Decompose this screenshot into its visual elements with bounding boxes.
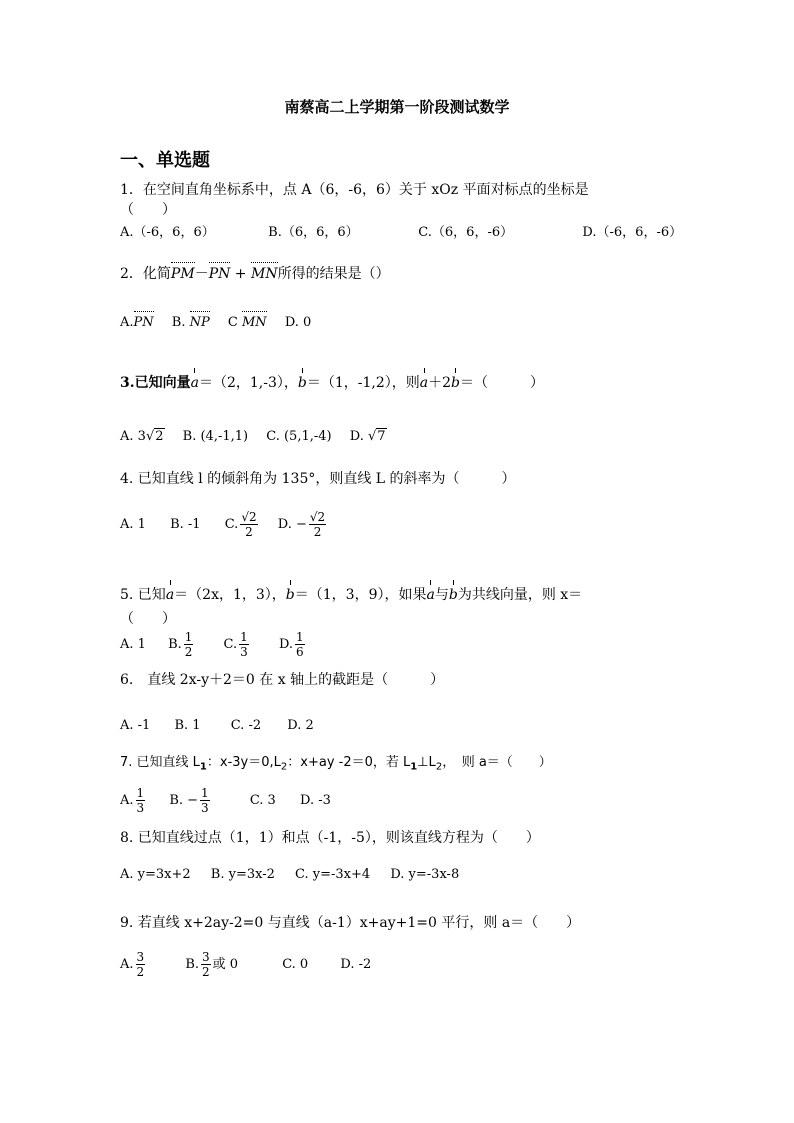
option-d: D. 0 (284, 315, 312, 330)
radicand: 2 (248, 510, 257, 524)
question-1-paren: （ ） (120, 202, 176, 218)
denominator: 2 (202, 965, 210, 979)
q5-prefix: 5. 已知 (120, 587, 166, 603)
option-b: B. (4,-1,1) (182, 429, 249, 444)
option-c: C. y=-3x+4 (295, 867, 371, 882)
numerator: √2 (241, 510, 257, 524)
question-6-options (120, 717, 328, 735)
fraction (200, 786, 210, 815)
option-c: C. 0 (282, 957, 309, 972)
subscript: 1 (199, 761, 207, 773)
denominator: 2 (136, 965, 145, 979)
q2-minus: － (194, 266, 209, 282)
question-1-text: 1．在空间直角坐标系中，点 A（6，-6，6）关于 xOz 平面对标点的坐标是 (120, 182, 589, 198)
question-8-options (120, 866, 473, 884)
question-3-options (120, 428, 401, 446)
q3-prefix: 3.已知向量 (120, 375, 191, 391)
option-d (279, 630, 307, 659)
q2-prefix: 2．化简 (120, 266, 171, 282)
vector-b: b (285, 587, 295, 603)
option-c (224, 630, 251, 659)
question-5-paren: （ ） (120, 611, 176, 627)
option-b-label: B. (171, 315, 186, 330)
denominator: 2 (245, 525, 253, 539)
fraction (136, 950, 146, 979)
q3-eq2: ＝（1，-1,2），则 (306, 375, 420, 391)
q3-eq1: ＝（2，1,-3）， (198, 375, 298, 391)
option-a-label: A. (120, 315, 134, 330)
vector-pn: PN (208, 266, 231, 282)
option-a-label: A. (120, 957, 134, 972)
q3-tail: ＝（ ） (460, 375, 545, 391)
question-9-options (120, 950, 385, 979)
option-a-label: A. (120, 793, 134, 808)
fraction (309, 510, 326, 539)
fraction (240, 510, 257, 539)
question-5-text (120, 586, 582, 604)
vector-b: b (297, 375, 307, 391)
question-3-text (120, 374, 544, 392)
option-a: A. 1 (120, 637, 146, 652)
numerator: 3 (136, 950, 145, 964)
q5-eq2: ＝（1，3，9），如果 (294, 587, 427, 603)
option-c: C. (5,1,-4) (266, 429, 332, 444)
radicand: 2 (317, 510, 326, 524)
fraction (136, 786, 146, 815)
numerator: 1 (296, 630, 304, 644)
q7-mid1: ：x-3y＝0,L (206, 755, 281, 770)
q5-with: 与 (434, 587, 449, 603)
vector-mn: MN (251, 266, 278, 282)
question-8-text: 8. 已知直线过点（1，1）和点（-1，-5），则该直线方程为（ ） (120, 830, 540, 846)
vector-b-2: b (448, 587, 458, 603)
option-b (185, 950, 238, 979)
question-7-text (120, 754, 552, 777)
numerator: 1 (136, 786, 145, 800)
option-b (168, 630, 195, 659)
option-c-label: C. (223, 637, 238, 652)
option-d: D.（-6，6，-6） (582, 225, 683, 240)
option-d: D. -2 (340, 957, 372, 972)
q7-perp: ⊥L (417, 755, 436, 770)
option-c-label: C. (224, 517, 239, 532)
question-2-options (120, 314, 325, 332)
option-d: D. 2 (287, 718, 314, 733)
vector-a-2: a (426, 587, 435, 603)
option-b-label: B. − (169, 793, 199, 808)
q3-plus: ＋2 (428, 375, 452, 391)
radicand: 7 (377, 429, 386, 444)
q7-pre: 7. 已知直线 L (120, 755, 200, 770)
q7-mid2: ：x+ay -2＝0，若 L (287, 755, 411, 770)
fraction (184, 630, 194, 659)
option-b (169, 786, 211, 815)
fraction (239, 630, 249, 659)
option-d-label: D. (278, 637, 294, 652)
option-a: A.（-6，6，6） (120, 225, 215, 240)
option-c-vector: MN (241, 315, 267, 330)
denominator: 3 (201, 801, 209, 815)
option-c: C. -2 (230, 718, 262, 733)
numerator: 1 (184, 630, 193, 644)
numerator: 3 (202, 950, 210, 964)
option-b: B. -1 (170, 517, 201, 532)
option-c (225, 510, 260, 539)
option-d: D. -3 (299, 793, 331, 808)
q5-eq1: ＝（2x，1，3）， (174, 587, 286, 603)
option-a-label: A. 3 (120, 429, 146, 444)
vector-b-2: b (451, 375, 461, 391)
option-a (120, 786, 147, 815)
sqrt-symbol: √2 (145, 429, 164, 444)
q7-tail: ， 则 a＝（ ） (442, 755, 552, 770)
denominator: 3 (240, 645, 248, 659)
denominator: 3 (136, 801, 145, 815)
q2-suffix: 所得的结果是（） (277, 266, 390, 282)
option-d-label: D. (349, 429, 364, 444)
option-d (350, 428, 387, 446)
option-b: B. y=3x-2 (210, 867, 275, 882)
option-c (228, 314, 267, 332)
option-b-label: B. (185, 957, 199, 972)
fraction (295, 630, 305, 659)
option-a (120, 428, 165, 446)
denominator: 2 (184, 645, 193, 659)
option-a (120, 314, 154, 332)
subscript: 2 (435, 761, 443, 773)
option-c-label: C (227, 315, 238, 330)
option-a (120, 950, 147, 979)
option-b-tail: 或 0 (212, 957, 239, 972)
option-a: A. 1 (120, 517, 146, 532)
fraction (201, 950, 211, 979)
vector-a: a (190, 375, 199, 391)
q5-tail: 为共线向量，则 x＝ (457, 587, 583, 603)
radicand: 2 (155, 429, 164, 444)
page-title: 南蔡高二上学期第一阶段测试数学 (284, 98, 510, 116)
question-4-text: 4. 已知直线 l 的倾斜角为 135°，则直线 L 的斜率为（ ） (120, 471, 516, 487)
denominator: 6 (296, 645, 304, 659)
question-1-options (120, 224, 696, 242)
sqrt-symbol: √7 (367, 429, 386, 444)
option-b (172, 314, 210, 332)
numerator: 1 (201, 786, 209, 800)
subscript: 1 (410, 761, 418, 773)
question-5-options (120, 630, 321, 659)
option-b-label: B. (168, 637, 182, 652)
numerator: √2 (309, 510, 326, 524)
option-c: C. 3 (249, 793, 276, 808)
vector-pm: PM (170, 266, 195, 282)
option-c: C.（6，6，-6） (418, 225, 514, 240)
vector-a: a (165, 587, 175, 603)
option-d (278, 510, 328, 539)
numerator: 1 (240, 630, 248, 644)
option-d-label: D. − (277, 517, 307, 532)
question-9-text: 9. 若直线 x+2ay-2=0 与直线（a-1）x+ay+1=0 平行，则 a＝（ ） (120, 915, 581, 931)
option-a: A. -1 (120, 718, 151, 733)
question-2-text (120, 265, 390, 283)
option-b: B.（6，6，6） (268, 225, 359, 240)
question-6-text: 6. 直线 2x-y＋2＝0 在 x 轴上的截距是（ ） (120, 672, 445, 688)
question-7-options (120, 786, 345, 815)
option-a-vector: PN (133, 315, 154, 330)
question-4-options (120, 510, 342, 539)
section-heading: 一、单选题 (120, 150, 210, 171)
option-b: B. 1 (174, 718, 201, 733)
option-d: D. y=-3x-8 (390, 867, 460, 882)
denominator: 2 (313, 525, 322, 539)
subscript: 2 (280, 761, 288, 773)
option-a: A. y=3x+2 (120, 867, 191, 882)
vector-a-2: a (419, 375, 429, 391)
q2-plus: + (230, 266, 251, 282)
option-b-vector: NP (189, 315, 210, 330)
